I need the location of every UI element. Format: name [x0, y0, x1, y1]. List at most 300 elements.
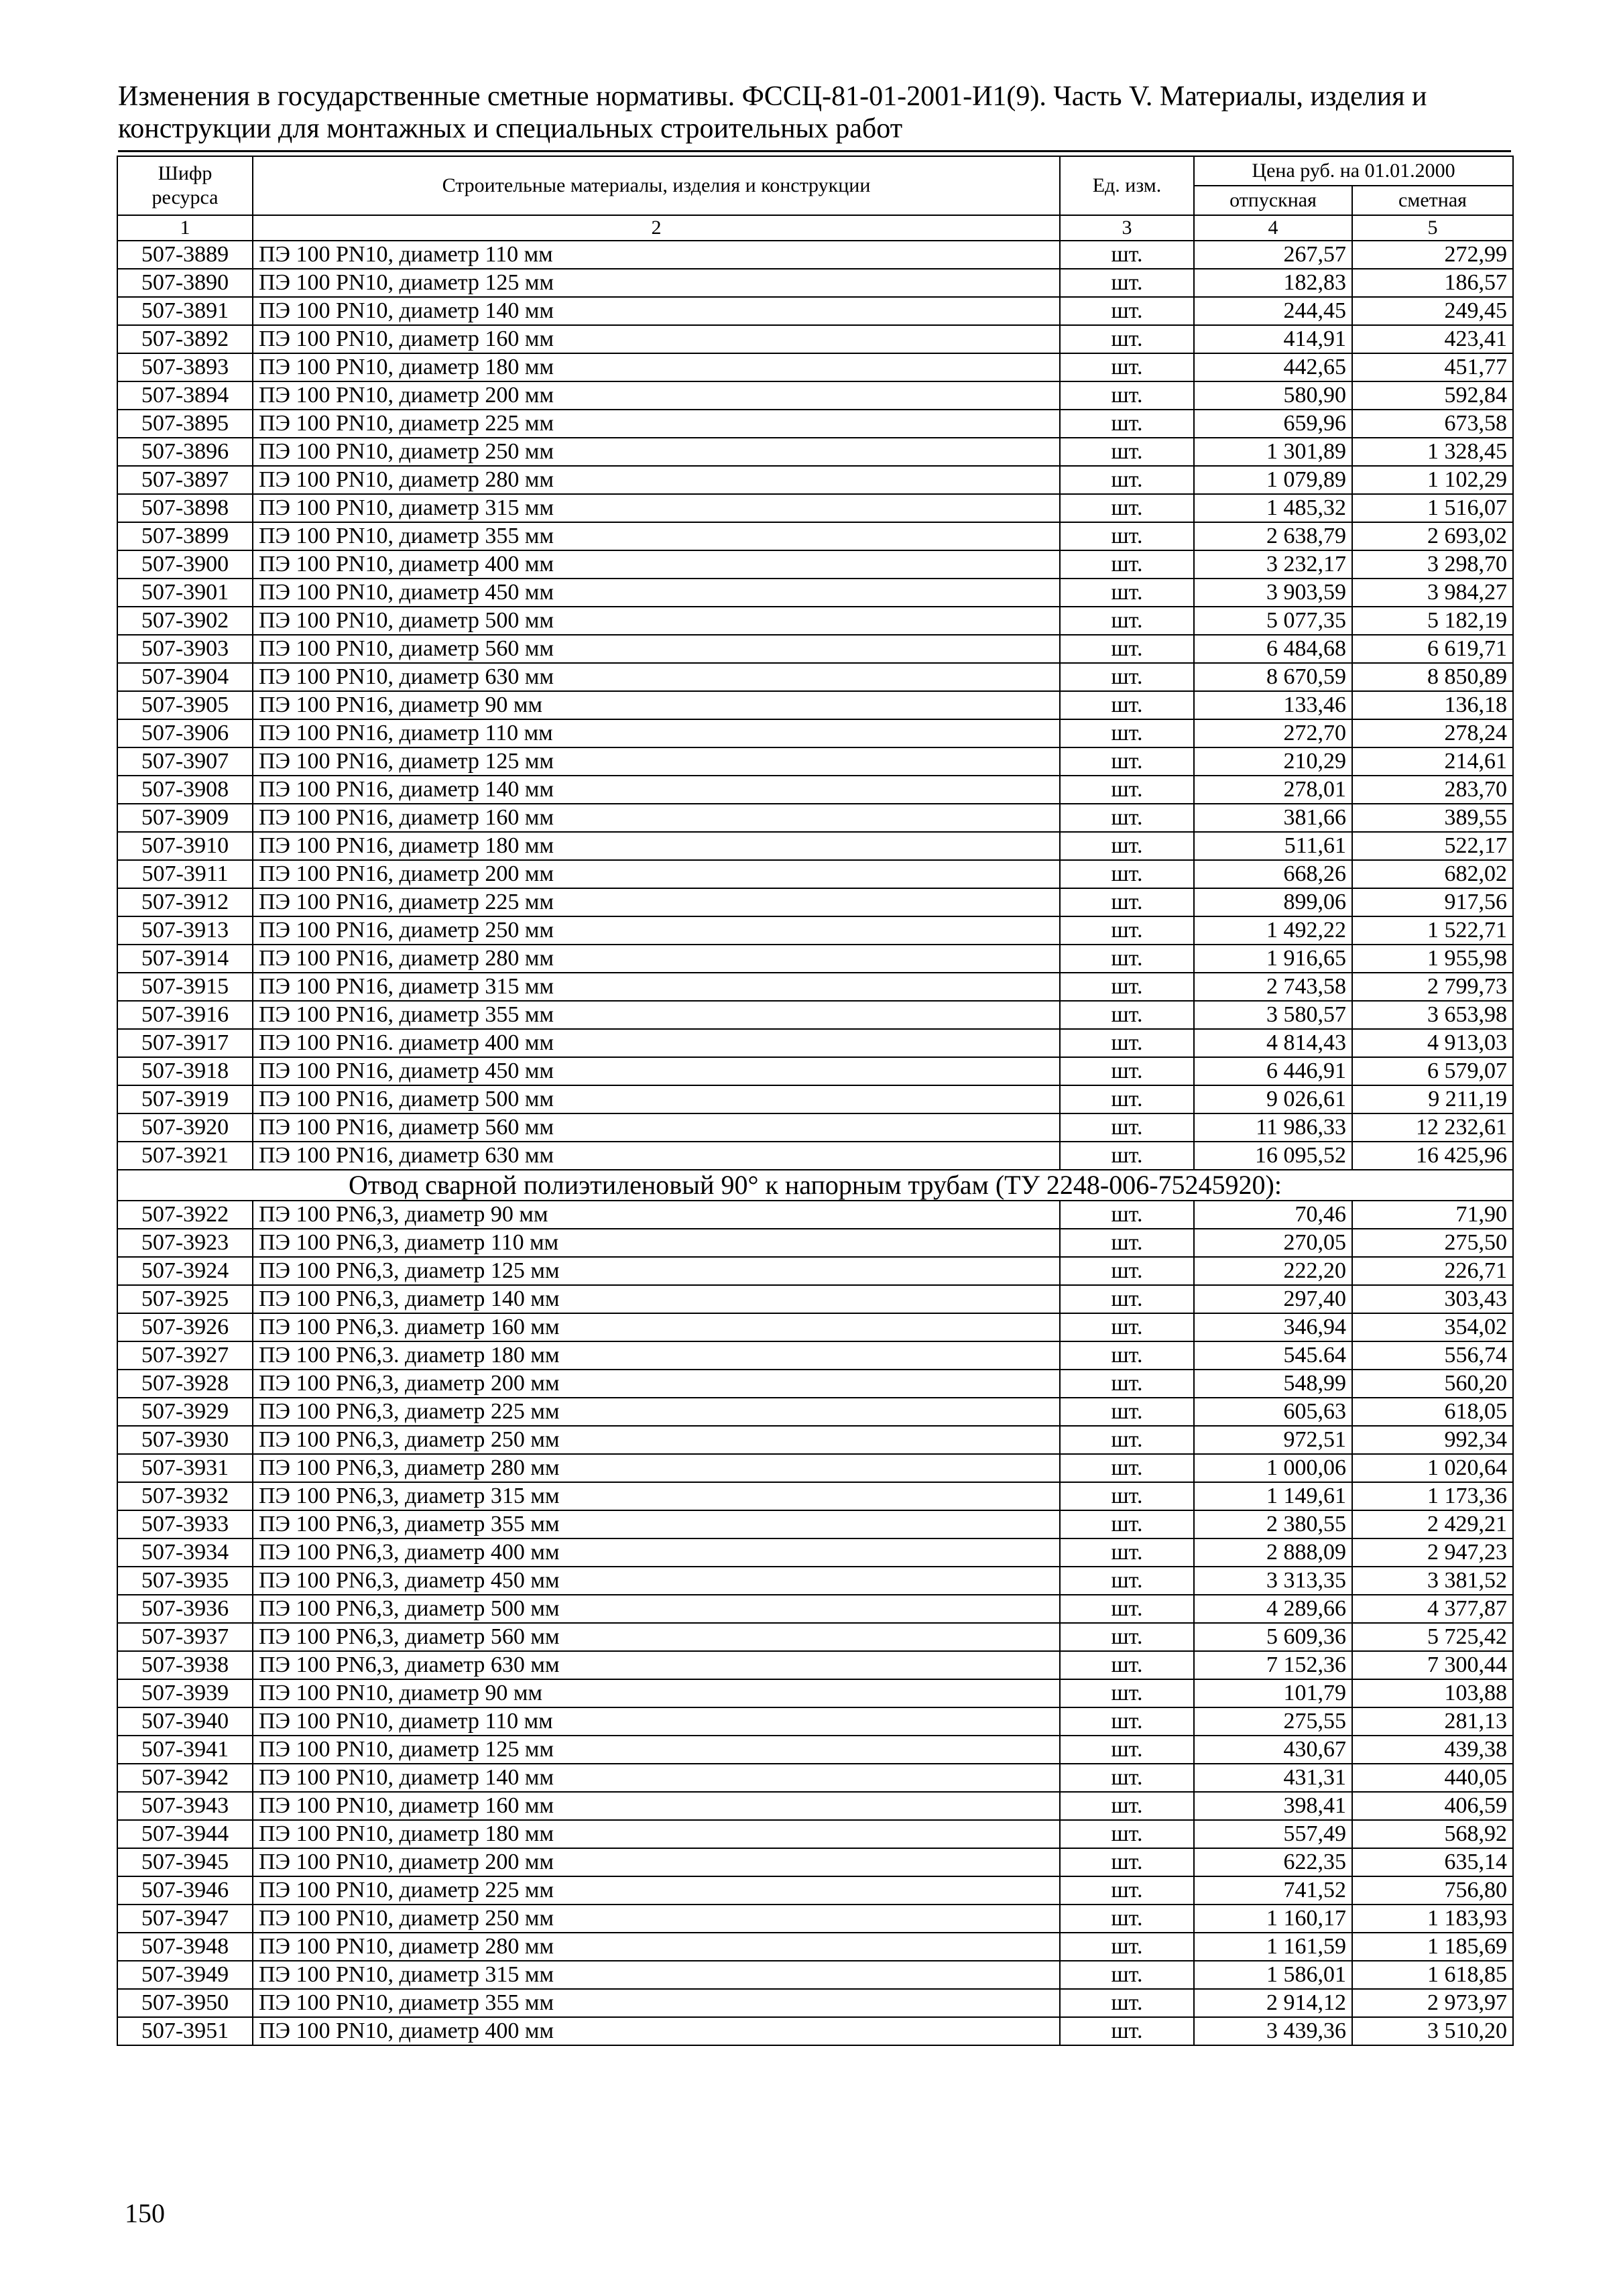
cell-price-release: 3 439,36 — [1194, 2017, 1352, 2045]
cell-code: 507-3923 — [117, 1229, 253, 1257]
cell-name: ПЭ 100 PN16, диаметр 315 мм — [253, 973, 1060, 1001]
cell-name: ПЭ 100 PN10, диаметр 180 мм — [253, 1820, 1060, 1848]
cell-price-release: 16 095,52 — [1194, 1142, 1352, 1170]
cell-name: ПЭ 100 PN10, диаметр 225 мм — [253, 410, 1060, 438]
col-header-estimate: сметная — [1352, 186, 1513, 215]
table-row — [117, 1567, 1513, 1595]
cell-name: ПЭ 100 PN10, диаметр 250 мм — [253, 438, 1060, 466]
cell-price-estimate: 281,13 — [1352, 1707, 1513, 1736]
cell-unit: шт. — [1060, 916, 1194, 945]
table-row — [117, 719, 1513, 747]
table-row — [117, 1001, 1513, 1029]
cell-code: 507-3909 — [117, 804, 253, 832]
cell-unit: шт. — [1060, 1933, 1194, 1961]
cell-name: ПЭ 100 PN10, диаметр 250 мм — [253, 1905, 1060, 1933]
col-header-unit: Ед. изм. — [1060, 156, 1194, 215]
cell-code: 507-3910 — [117, 832, 253, 860]
table-row — [117, 1679, 1513, 1707]
cell-price-release: 1 586,01 — [1194, 1961, 1352, 1989]
cell-name: ПЭ 100 PN10, диаметр 140 мм — [253, 297, 1060, 325]
cell-code: 507-3907 — [117, 747, 253, 776]
cell-code: 507-3908 — [117, 776, 253, 804]
cell-price-release: 622,35 — [1194, 1848, 1352, 1876]
table-row — [117, 1538, 1513, 1567]
cell-name: ПЭ 100 PN16, диаметр 280 мм — [253, 945, 1060, 973]
cell-unit: шт. — [1060, 691, 1194, 719]
table-row — [117, 663, 1513, 691]
cell-unit: шт. — [1060, 747, 1194, 776]
cell-price-estimate: 3 298,70 — [1352, 550, 1513, 579]
cell-name: ПЭ 100 PN6,3, диаметр 400 мм — [253, 1538, 1060, 1567]
cell-price-estimate: 9 211,19 — [1352, 1085, 1513, 1113]
table-row — [117, 1792, 1513, 1820]
cell-unit: шт. — [1060, 297, 1194, 325]
cell-unit: шт. — [1060, 325, 1194, 353]
cell-code: 507-3933 — [117, 1510, 253, 1538]
cell-name: ПЭ 100 PN10, диаметр 560 мм — [253, 635, 1060, 663]
cell-unit: шт. — [1060, 1792, 1194, 1820]
cell-name: ПЭ 100 PN6,3, диаметр 280 мм — [253, 1454, 1060, 1482]
cell-price-release: 972,51 — [1194, 1426, 1352, 1454]
cell-unit: шт. — [1060, 1989, 1194, 2017]
cell-name: ПЭ 100 PN16, диаметр 355 мм — [253, 1001, 1060, 1029]
cell-price-estimate: 249,45 — [1352, 297, 1513, 325]
table-row — [117, 1370, 1513, 1398]
col-number: 4 — [1194, 215, 1352, 241]
cell-price-estimate: 272,99 — [1352, 241, 1513, 269]
section-heading-row — [117, 1170, 1513, 1201]
cell-unit: шт. — [1060, 973, 1194, 1001]
cell-name: ПЭ 100 PN6,3, диаметр 225 мм — [253, 1398, 1060, 1426]
cell-code: 507-3951 — [117, 2017, 253, 2045]
cell-price-release: 2 638,79 — [1194, 522, 1352, 550]
cell-code: 507-3948 — [117, 1933, 253, 1961]
table-row — [117, 353, 1513, 381]
cell-price-estimate: 3 653,98 — [1352, 1001, 1513, 1029]
page-number: 150 — [125, 2198, 165, 2228]
cell-name: ПЭ 100 PN6,3. диаметр 160 мм — [253, 1313, 1060, 1341]
section-heading: Отвод сварной полиэтиленовый 90° к напорным трубам (ТУ 2248-006-75245920): — [117, 1170, 1513, 1201]
cell-code: 507-3927 — [117, 1341, 253, 1370]
cell-price-estimate: 5 182,19 — [1352, 607, 1513, 635]
cell-unit: шт. — [1060, 1001, 1194, 1029]
cell-price-estimate: 423,41 — [1352, 325, 1513, 353]
cell-name: ПЭ 100 PN6,3, диаметр 450 мм — [253, 1567, 1060, 1595]
cell-code: 507-3939 — [117, 1679, 253, 1707]
cell-price-release: 545.64 — [1194, 1341, 1352, 1370]
cell-price-release: 899,06 — [1194, 888, 1352, 916]
cell-unit: шт. — [1060, 1707, 1194, 1736]
cell-price-release: 244,45 — [1194, 297, 1352, 325]
cell-price-estimate: 992,34 — [1352, 1426, 1513, 1454]
cell-price-estimate: 1 185,69 — [1352, 1933, 1513, 1961]
cell-price-estimate: 4 913,03 — [1352, 1029, 1513, 1057]
cell-name: ПЭ 100 PN10, диаметр 200 мм — [253, 1848, 1060, 1876]
table-row — [117, 1510, 1513, 1538]
cell-name: ПЭ 100 PN10, диаметр 225 мм — [253, 1876, 1060, 1905]
cell-unit: шт. — [1060, 1876, 1194, 1905]
cell-price-release: 6 484,68 — [1194, 635, 1352, 663]
cell-price-estimate: 635,14 — [1352, 1848, 1513, 1876]
header-title-line1: Изменения в государственные сметные нормативы. ФССЦ-81-01-2001-И1(9). Часть V. Материалы, изделия и — [118, 81, 1427, 112]
cell-price-release: 278,01 — [1194, 776, 1352, 804]
cell-price-estimate: 439,38 — [1352, 1736, 1513, 1764]
cell-price-release: 346,94 — [1194, 1313, 1352, 1341]
cell-name: ПЭ 100 PN10, диаметр 160 мм — [253, 325, 1060, 353]
cell-price-estimate: 3 510,20 — [1352, 2017, 1513, 2045]
table-row — [117, 1313, 1513, 1341]
cell-price-release: 101,79 — [1194, 1679, 1352, 1707]
cell-name: ПЭ 100 PN10, диаметр 280 мм — [253, 466, 1060, 494]
cell-price-release: 3 580,57 — [1194, 1001, 1352, 1029]
cell-unit: шт. — [1060, 241, 1194, 269]
cell-unit: шт. — [1060, 1229, 1194, 1257]
cell-price-estimate: 3 381,52 — [1352, 1567, 1513, 1595]
table-row — [117, 1820, 1513, 1848]
table-row — [117, 1285, 1513, 1313]
cell-code: 507-3889 — [117, 241, 253, 269]
cell-price-estimate: 136,18 — [1352, 691, 1513, 719]
page-header — [118, 80, 1492, 145]
cell-price-estimate: 6 619,71 — [1352, 635, 1513, 663]
cell-name: ПЭ 100 PN6,3, диаметр 355 мм — [253, 1510, 1060, 1538]
cell-price-estimate: 103,88 — [1352, 1679, 1513, 1707]
cell-unit: шт. — [1060, 1595, 1194, 1623]
cell-price-estimate: 3 984,27 — [1352, 579, 1513, 607]
table-row — [117, 1341, 1513, 1370]
cell-price-release: 557,49 — [1194, 1820, 1352, 1848]
cell-name: ПЭ 100 PN6,3, диаметр 630 мм — [253, 1651, 1060, 1679]
cell-price-release: 659,96 — [1194, 410, 1352, 438]
cell-unit: шт. — [1060, 1736, 1194, 1764]
cell-price-estimate: 592,84 — [1352, 381, 1513, 410]
cell-name: ПЭ 100 PN10, диаметр 110 мм — [253, 1707, 1060, 1736]
cell-price-release: 7 152,36 — [1194, 1651, 1352, 1679]
cell-unit: шт. — [1060, 2017, 1194, 2045]
cell-code: 507-3895 — [117, 410, 253, 438]
table-row — [117, 1707, 1513, 1736]
cell-code: 507-3936 — [117, 1595, 253, 1623]
cell-code: 507-3934 — [117, 1538, 253, 1567]
cell-price-release: 6 446,91 — [1194, 1057, 1352, 1085]
cell-price-release: 272,70 — [1194, 719, 1352, 747]
col-header-code: Шифр ресурса — [117, 156, 253, 215]
table-row — [117, 1085, 1513, 1113]
cell-unit: шт. — [1060, 860, 1194, 888]
cell-price-release: 1 916,65 — [1194, 945, 1352, 973]
cell-price-estimate: 560,20 — [1352, 1370, 1513, 1398]
table-row — [117, 747, 1513, 776]
table-row — [117, 269, 1513, 297]
cell-code: 507-3940 — [117, 1707, 253, 1736]
cell-unit: шт. — [1060, 1820, 1194, 1848]
table-row — [117, 1595, 1513, 1623]
cell-price-release: 270,05 — [1194, 1229, 1352, 1257]
cell-code: 507-3899 — [117, 522, 253, 550]
cell-name: ПЭ 100 PN10, диаметр 200 мм — [253, 381, 1060, 410]
cell-code: 507-3892 — [117, 325, 253, 353]
cell-price-estimate: 1 328,45 — [1352, 438, 1513, 466]
table-row — [117, 1482, 1513, 1510]
cell-price-estimate: 1 102,29 — [1352, 466, 1513, 494]
table-row — [117, 1113, 1513, 1142]
col-header-price-group: Цена руб. на 01.01.2000 — [1194, 156, 1513, 186]
cell-unit: шт. — [1060, 888, 1194, 916]
cell-code: 507-3930 — [117, 1426, 253, 1454]
cell-name: ПЭ 100 PN6,3, диаметр 500 мм — [253, 1595, 1060, 1623]
cell-unit: шт. — [1060, 1142, 1194, 1170]
cell-price-release: 5 609,36 — [1194, 1623, 1352, 1651]
cell-price-release: 2 380,55 — [1194, 1510, 1352, 1538]
cell-code: 507-3920 — [117, 1113, 253, 1142]
cell-name: ПЭ 100 PN16, диаметр 180 мм — [253, 832, 1060, 860]
table-row — [117, 1257, 1513, 1285]
cell-code: 507-3917 — [117, 1029, 253, 1057]
cell-code: 507-3913 — [117, 916, 253, 945]
table-row — [117, 522, 1513, 550]
cell-code: 507-3931 — [117, 1454, 253, 1482]
cell-code: 507-3890 — [117, 269, 253, 297]
cell-price-estimate: 1 618,85 — [1352, 1961, 1513, 1989]
cell-unit: шт. — [1060, 1113, 1194, 1142]
table-row — [117, 635, 1513, 663]
table-row — [117, 1426, 1513, 1454]
cell-price-estimate: 278,24 — [1352, 719, 1513, 747]
cell-name: ПЭ 100 PN10, диаметр 450 мм — [253, 579, 1060, 607]
cell-price-estimate: 7 300,44 — [1352, 1651, 1513, 1679]
cell-unit: шт. — [1060, 579, 1194, 607]
cell-price-release: 741,52 — [1194, 1876, 1352, 1905]
cell-code: 507-3949 — [117, 1961, 253, 1989]
cell-price-release: 1 000,06 — [1194, 1454, 1352, 1482]
cell-price-release: 133,46 — [1194, 691, 1352, 719]
cell-name: ПЭ 100 PN10, диаметр 315 мм — [253, 1961, 1060, 1989]
table-row — [117, 2017, 1513, 2045]
cell-price-estimate: 12 232,61 — [1352, 1113, 1513, 1142]
cell-code: 507-3924 — [117, 1257, 253, 1285]
cell-unit: шт. — [1060, 1285, 1194, 1313]
cell-unit: шт. — [1060, 1426, 1194, 1454]
cell-price-estimate: 389,55 — [1352, 804, 1513, 832]
cell-unit: шт. — [1060, 381, 1194, 410]
table-row — [117, 691, 1513, 719]
col-number: 2 — [253, 215, 1060, 241]
cell-price-estimate: 4 377,87 — [1352, 1595, 1513, 1623]
table-row — [117, 1623, 1513, 1651]
cell-price-estimate: 1 020,64 — [1352, 1454, 1513, 1482]
cell-code: 507-3942 — [117, 1764, 253, 1792]
table-row — [117, 241, 1513, 269]
cell-name: ПЭ 100 PN10, диаметр 355 мм — [253, 522, 1060, 550]
cell-price-estimate: 1 522,71 — [1352, 916, 1513, 945]
cell-code: 507-3928 — [117, 1370, 253, 1398]
table-row — [117, 325, 1513, 353]
cell-name: ПЭ 100 PN6,3, диаметр 90 мм — [253, 1201, 1060, 1229]
cell-price-estimate: 2 973,97 — [1352, 1989, 1513, 2017]
cell-code: 507-3901 — [117, 579, 253, 607]
cell-unit: шт. — [1060, 1679, 1194, 1707]
cell-price-estimate: 214,61 — [1352, 747, 1513, 776]
cell-code: 507-3891 — [117, 297, 253, 325]
table-row — [117, 1201, 1513, 1229]
cell-name: ПЭ 100 PN10, диаметр 630 мм — [253, 663, 1060, 691]
cell-price-estimate: 618,05 — [1352, 1398, 1513, 1426]
cell-code: 507-3945 — [117, 1848, 253, 1876]
cell-name: ПЭ 100 PN16, диаметр 90 мм — [253, 691, 1060, 719]
table-row — [117, 607, 1513, 635]
cell-code: 507-3916 — [117, 1001, 253, 1029]
cell-code: 507-3922 — [117, 1201, 253, 1229]
cell-code: 507-3905 — [117, 691, 253, 719]
cell-unit: шт. — [1060, 945, 1194, 973]
cell-price-estimate: 1 516,07 — [1352, 494, 1513, 522]
cell-code: 507-3946 — [117, 1876, 253, 1905]
table-row — [117, 1876, 1513, 1905]
table-row — [117, 1029, 1513, 1057]
table-row — [117, 776, 1513, 804]
cell-name: ПЭ 100 PN16, диаметр 500 мм — [253, 1085, 1060, 1113]
cell-code: 507-3938 — [117, 1651, 253, 1679]
cell-price-release: 3 232,17 — [1194, 550, 1352, 579]
cell-price-estimate: 406,59 — [1352, 1792, 1513, 1820]
header-divider — [118, 150, 1511, 152]
cell-name: ПЭ 100 PN10, диаметр 280 мм — [253, 1933, 1060, 1961]
cell-code: 507-3898 — [117, 494, 253, 522]
cell-code: 507-3918 — [117, 1057, 253, 1085]
cell-price-estimate: 2 429,21 — [1352, 1510, 1513, 1538]
cell-price-estimate: 6 579,07 — [1352, 1057, 1513, 1085]
cell-name: ПЭ 100 PN6,3, диаметр 125 мм — [253, 1257, 1060, 1285]
cell-price-estimate: 226,71 — [1352, 1257, 1513, 1285]
cell-price-release: 3 903,59 — [1194, 579, 1352, 607]
table-row — [117, 550, 1513, 579]
cell-unit: шт. — [1060, 353, 1194, 381]
cell-price-estimate: 1 173,36 — [1352, 1482, 1513, 1510]
table-row — [117, 973, 1513, 1001]
cell-code: 507-3915 — [117, 973, 253, 1001]
cell-code: 507-3926 — [117, 1313, 253, 1341]
cell-price-estimate: 522,17 — [1352, 832, 1513, 860]
cell-unit: шт. — [1060, 466, 1194, 494]
cell-name: ПЭ 100 PN6,3, диаметр 560 мм — [253, 1623, 1060, 1651]
cell-price-estimate: 354,02 — [1352, 1313, 1513, 1341]
cell-code: 507-3932 — [117, 1482, 253, 1510]
table-row — [117, 1905, 1513, 1933]
cell-code: 507-3904 — [117, 663, 253, 691]
table-row — [117, 1933, 1513, 1961]
cell-code: 507-3894 — [117, 381, 253, 410]
cell-price-estimate: 2 693,02 — [1352, 522, 1513, 550]
cell-price-release: 431,31 — [1194, 1764, 1352, 1792]
table-row — [117, 945, 1513, 973]
cell-name: ПЭ 100 PN10, диаметр 90 мм — [253, 1679, 1060, 1707]
cell-price-estimate: 275,50 — [1352, 1229, 1513, 1257]
cell-price-estimate: 917,56 — [1352, 888, 1513, 916]
cell-unit: шт. — [1060, 1057, 1194, 1085]
cell-code: 507-3911 — [117, 860, 253, 888]
cell-price-release: 511,61 — [1194, 832, 1352, 860]
cell-name: ПЭ 100 PN16, диаметр 225 мм — [253, 888, 1060, 916]
cell-unit: шт. — [1060, 1567, 1194, 1595]
cell-unit: шт. — [1060, 1201, 1194, 1229]
cell-unit: шт. — [1060, 494, 1194, 522]
cell-unit: шт. — [1060, 1085, 1194, 1113]
cell-price-release: 668,26 — [1194, 860, 1352, 888]
cell-price-estimate: 1 183,93 — [1352, 1905, 1513, 1933]
cell-price-estimate: 1 955,98 — [1352, 945, 1513, 973]
cell-price-release: 1 079,89 — [1194, 466, 1352, 494]
cell-price-release: 1 149,61 — [1194, 1482, 1352, 1510]
cell-price-release: 222,20 — [1194, 1257, 1352, 1285]
cell-code: 507-3941 — [117, 1736, 253, 1764]
cell-price-release: 1 301,89 — [1194, 438, 1352, 466]
cell-price-estimate: 186,57 — [1352, 269, 1513, 297]
cell-unit: шт. — [1060, 1398, 1194, 1426]
cell-code: 507-3912 — [117, 888, 253, 916]
price-table — [117, 156, 1514, 2046]
table-row — [117, 297, 1513, 325]
table-body — [117, 241, 1513, 2045]
cell-code: 507-3902 — [117, 607, 253, 635]
cell-price-release: 1 485,32 — [1194, 494, 1352, 522]
cell-name: ПЭ 100 PN6,3. диаметр 180 мм — [253, 1341, 1060, 1370]
cell-unit: шт. — [1060, 438, 1194, 466]
cell-code: 507-3921 — [117, 1142, 253, 1170]
col-number: 1 — [117, 215, 253, 241]
cell-price-release: 580,90 — [1194, 381, 1352, 410]
cell-unit: шт. — [1060, 550, 1194, 579]
table-row — [117, 860, 1513, 888]
cell-unit: шт. — [1060, 522, 1194, 550]
cell-name: ПЭ 100 PN16. диаметр 400 мм — [253, 1029, 1060, 1057]
cell-name: ПЭ 100 PN16, диаметр 160 мм — [253, 804, 1060, 832]
cell-price-release: 1 161,59 — [1194, 1933, 1352, 1961]
cell-name: ПЭ 100 PN16, диаметр 200 мм — [253, 860, 1060, 888]
cell-unit: шт. — [1060, 1313, 1194, 1341]
table-row — [117, 1848, 1513, 1876]
cell-code: 507-3943 — [117, 1792, 253, 1820]
cell-name: ПЭ 100 PN16, диаметр 250 мм — [253, 916, 1060, 945]
cell-price-estimate: 8 850,89 — [1352, 663, 1513, 691]
cell-code: 507-3903 — [117, 635, 253, 663]
table-row — [117, 1057, 1513, 1085]
cell-unit: шт. — [1060, 410, 1194, 438]
cell-unit: шт. — [1060, 1538, 1194, 1567]
cell-price-release: 5 077,35 — [1194, 607, 1352, 635]
cell-name: ПЭ 100 PN6,3, диаметр 140 мм — [253, 1285, 1060, 1313]
cell-unit: шт. — [1060, 804, 1194, 832]
table-row — [117, 1142, 1513, 1170]
cell-price-estimate: 673,58 — [1352, 410, 1513, 438]
cell-name: ПЭ 100 PN16, диаметр 560 мм — [253, 1113, 1060, 1142]
cell-unit: шт. — [1060, 663, 1194, 691]
cell-code: 507-3937 — [117, 1623, 253, 1651]
cell-name: ПЭ 100 PN6,3, диаметр 250 мм — [253, 1426, 1060, 1454]
cell-code: 507-3919 — [117, 1085, 253, 1113]
table-row — [117, 888, 1513, 916]
cell-code: 507-3947 — [117, 1905, 253, 1933]
cell-name: ПЭ 100 PN16, диаметр 125 мм — [253, 747, 1060, 776]
cell-name: ПЭ 100 PN10, диаметр 160 мм — [253, 1792, 1060, 1820]
cell-price-release: 430,67 — [1194, 1736, 1352, 1764]
cell-code: 507-3914 — [117, 945, 253, 973]
cell-price-estimate: 2 799,73 — [1352, 973, 1513, 1001]
cell-price-release: 4 289,66 — [1194, 1595, 1352, 1623]
cell-unit: шт. — [1060, 269, 1194, 297]
cell-price-estimate: 556,74 — [1352, 1341, 1513, 1370]
cell-unit: шт. — [1060, 1623, 1194, 1651]
cell-name: ПЭ 100 PN10, диаметр 110 мм — [253, 241, 1060, 269]
